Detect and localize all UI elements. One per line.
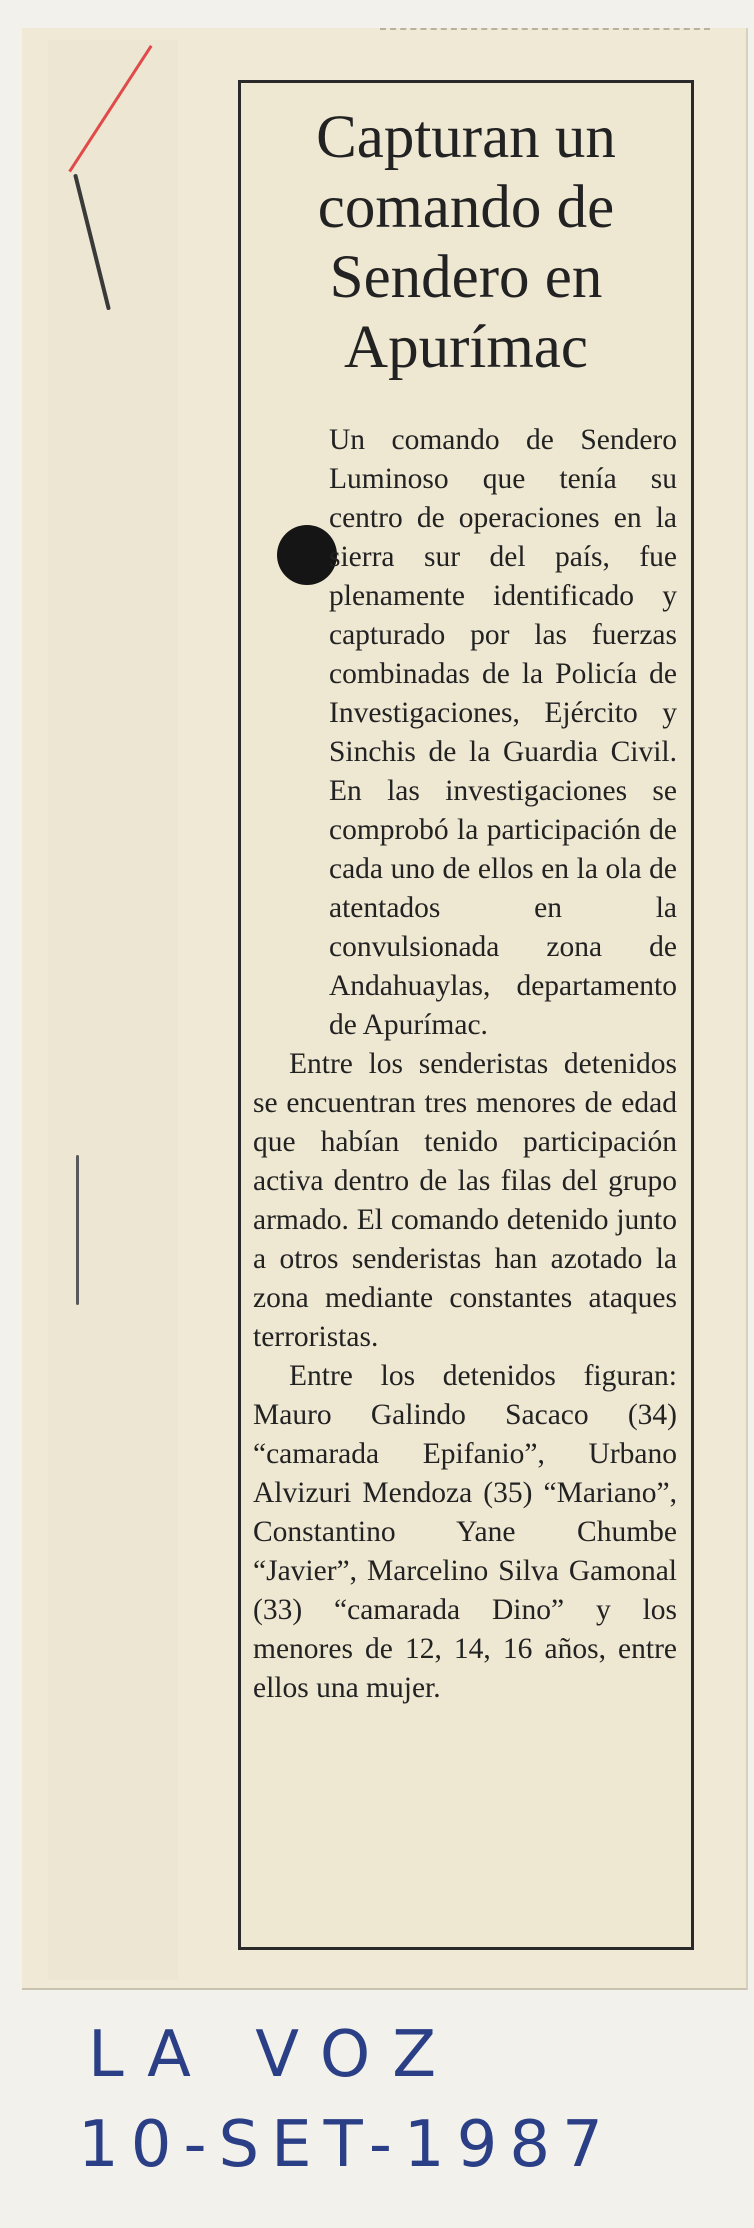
article-paragraph-2: Entre los senderistas detenidos se encuentran tres menores de edad que habían tenido participación activa dentro de las filas del grupo armado. El comando detenido junto a otros senderistas han azotado la zona mediante constantes ataques terroristas. [253, 1048, 677, 1353]
article-paragraph-3: Entre los detenidos figuran: Mauro Galindo Sacaco (34) “camarada Epifanio”, Urbano Alvizuri Mendoza (35) “Mariano”, Constantino Yane Chumbe “Javier”, Marcelino Silva Gamonal (33) “camarada Dino” y los menores de 12, 14, 16 años, entre ellos una mujer. [253, 1360, 677, 1704]
handwritten-source: LA VOZ [88, 2018, 459, 2092]
article-paragraph-1: Un comando de Sendero Luminoso que tenía su centro de operaciones en la sierra sur del país, fue plenamente identificado y capturado por las fuerzas combinadas de la Policía de Investigaciones, Ejército y Sinchis de la Guardia Civil. En las investigaciones se comprobó la participación de cada uno de ellos en la ola de atentados en la convulsionada zona de Andahuaylas, departamento de Apurímac. [329, 424, 677, 1041]
handwritten-date: 10-SET-1987 [78, 2108, 615, 2182]
perforated-edge [380, 28, 710, 33]
article-box [238, 80, 694, 1950]
pencil-mark [76, 1155, 79, 1305]
clipping-margin [48, 40, 178, 1980]
article-headline: Capturan un comando de Sendero en Apurímac [316, 104, 616, 381]
article-body [253, 421, 677, 1708]
